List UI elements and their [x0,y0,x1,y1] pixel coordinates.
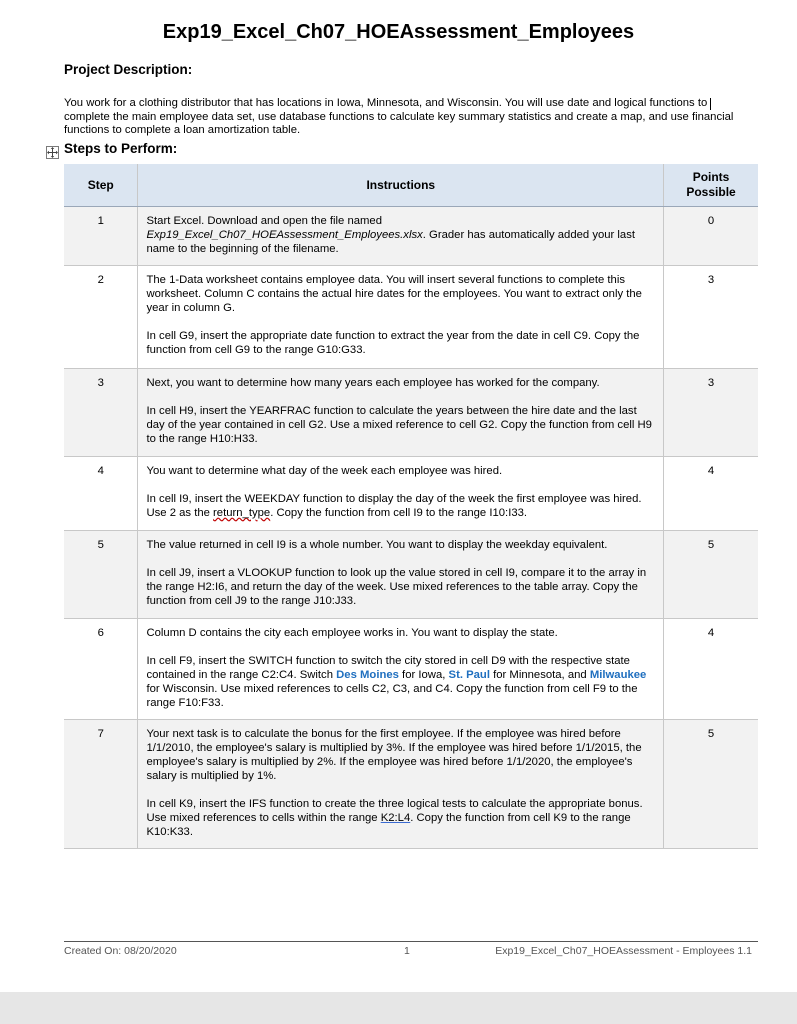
instruction-text: In cell I9, insert the WEEKDAY function to display the day of the week the first employee was hired. Use 2 as the [146,493,642,519]
step-number: 6 [64,619,138,720]
step-number: 5 [64,531,138,619]
text-cursor [710,98,711,110]
instruction-text: for Wisconsin. Use mixed references to cells C2, C3, and C4. Copy the function from cell F9 to the range F10:F33. [146,683,638,709]
table-row [64,531,758,619]
table-header-row [64,164,758,207]
footer-page-number: 1 [404,945,410,957]
step-points: 5 [664,720,758,849]
header-points-possible [664,164,758,207]
keyword-des-moines: Des Moines [336,669,399,681]
step-instructions [138,266,664,369]
table-row [64,457,758,531]
table-row [64,619,758,720]
instruction-text: Your next task is to calculate the bonus for the first employee. If the employee was hired before 1/1/2010, the employee's salary is multiplied by 3%. If the employee was hired before 1/1/2015, the employee's salary is multiplied by 2%. If the employee was hired before 1/1/2020, the employee's salary is multiplied by 1%. [146,728,642,782]
step-instructions [138,207,664,266]
document-title: Exp19_Excel_Ch07_HOEAssessment_Employees [162,21,635,43]
step-number: 4 [64,457,138,531]
instruction-text: . Grader has automatically added your last name to the beginning of the filename. [146,229,636,255]
header-instructions: Instructions [138,164,664,207]
filename-text: Exp19_Excel_Ch07_HOEAssessment_Employees.xlsx [146,229,423,241]
step-instructions [138,720,664,849]
table-row [64,369,758,457]
step-points: 4 [664,619,758,720]
step-points: 5 [664,531,758,619]
instruction-text: Column D contains the city each employee works in. You want to display the state. [146,627,558,639]
step-instructions [138,531,664,619]
header-points-label: Points Possible [686,170,736,199]
instruction-text: . Copy the function from cell K9 to the range K10:K33. [146,812,631,838]
table-row [64,207,758,266]
table-row [64,266,758,369]
instruction-text: The value returned in cell I9 is a whole number. You want to display the weekday equivalent. [146,539,608,551]
range-reference-text: K2:L4 [380,812,411,824]
return-type-text: return_type [213,507,271,519]
instruction-text: In cell J9, insert a VLOOKUP function to look up the value stored in cell I9, compare it to the array in the range H2:I6, and return the day of the week. Use mixed references to the table array. Copy the function from cell J9 to the range J10:J33. [146,567,647,607]
instruction-text: In cell F9, insert the SWITCH function to switch the city stored in cell D9 with the respective state contained in the range C2:C4. Switch [146,655,630,681]
footer-divider [64,941,758,942]
steps-to-perform-label: Steps to Perform: [64,141,178,156]
step-number: 2 [64,266,138,369]
keyword-st-paul: St. Paul [448,669,490,681]
step-points: 3 [664,369,758,457]
step-instructions [138,457,664,531]
instruction-text: You want to determine what day of the week each employee was hired. [146,465,503,477]
footer-created-date: Created On: 08/20/2020 [64,945,177,957]
instruction-text: for Minnesota, and [489,669,590,681]
project-description-text [64,97,744,138]
instruction-text: In cell H9, insert the YEARFRAC function to calculate the years between the hire date and the last day of the year contained in cell G2. Use a mixed reference to cell G2. Copy the function from cell H9 to the range H10:H33. [146,405,652,445]
step-number: 7 [64,720,138,849]
step-points: 0 [664,207,758,266]
step-instructions [138,369,664,457]
step-points: 4 [664,457,758,531]
step-instructions [138,619,664,720]
step-points: 3 [664,266,758,369]
steps-table [64,164,758,849]
step-number: 3 [64,369,138,457]
project-description-label: Project Description: [64,62,193,77]
instruction-text: . Copy the function from cell I9 to the range I10:I33. [270,507,528,519]
instruction-text: for Iowa, [398,669,449,681]
step-number: 1 [64,207,138,266]
instruction-text: Next, you want to determine how many years each employee has worked for the company. [146,377,600,389]
instruction-text: In cell K9, insert the IFS function to create the three logical tests to calculate the appropriate bonus. Use mixed references to cells within the range [146,798,643,824]
footer-document-reference: Exp19_Excel_Ch07_HOEAssessment - Employees 1.1 [495,945,752,957]
instruction-text: In cell G9, insert the appropriate date function to extract the year from the date in cell C9. Copy the function from cell G9 to the range G10:G33. [146,330,640,356]
project-description-body: You work for a clothing distributor that has locations in Iowa, Minnesota, and Wisconsin. You will use date and logical functions to complete the main employee data set, use database functions to calculate key summary statistics and create a map, and use financial functions to complete a loan amortization table. [64,97,734,136]
table-move-handle-icon[interactable] [46,146,59,159]
header-step: Step [64,164,138,207]
keyword-milwaukee: Milwaukee [589,669,647,681]
instruction-text: Start Excel. Download and open the file named [146,215,382,227]
table-row [64,720,758,849]
instruction-text: The 1-Data worksheet contains employee data. You will insert several functions to complete this worksheet. Column C contains the actual hire dates for the employees. You want to extract only the year in column G. [146,274,642,314]
